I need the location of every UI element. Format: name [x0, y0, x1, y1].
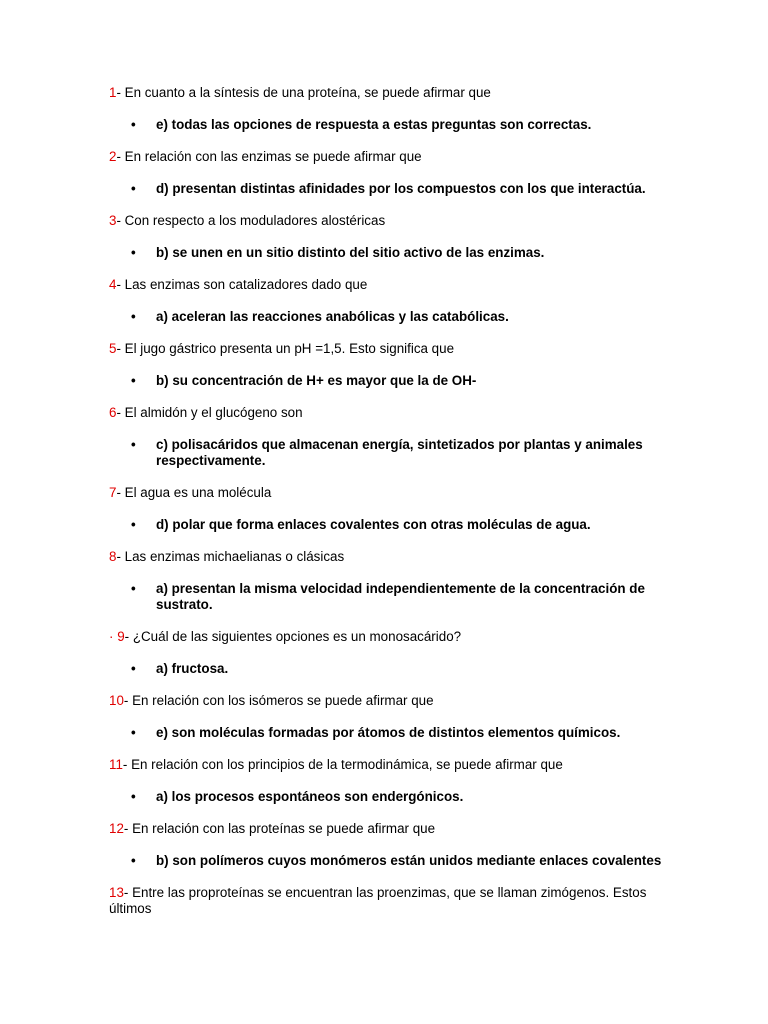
question-number: 7 [109, 485, 117, 500]
question-number: 10 [109, 693, 124, 708]
question-8 [109, 549, 669, 565]
answer-text: a) fructosa. [156, 661, 229, 676]
question-number: 2 [109, 149, 117, 164]
question-number: 5 [109, 341, 117, 356]
bullet-icon: • [131, 853, 136, 868]
question-13 [109, 885, 669, 917]
answer-text: b) son polímeros cuyos monómeros están unidos mediante enlaces covalentes [156, 853, 662, 868]
answer-5 [109, 373, 669, 389]
question-block-2 [109, 149, 669, 197]
question-text: - El almidón y el glucógeno son [116, 405, 303, 420]
bullet-icon: • [131, 117, 136, 132]
answer-1 [109, 117, 669, 133]
question-block-10 [109, 693, 669, 741]
question-block-11 [109, 757, 669, 805]
question-block-7 [109, 485, 669, 533]
question-prefix: · [109, 629, 118, 644]
question-7 [109, 485, 669, 501]
answer-7 [109, 517, 669, 533]
question-5 [109, 341, 669, 357]
question-text: - En relación con las enzimas se puede afirmar que [116, 149, 422, 164]
question-text: - En relación con los isómeros se puede afirmar que [123, 693, 434, 708]
question-text: - En cuanto a la síntesis de una proteína, se puede afirmar que [116, 85, 491, 100]
bullet-icon: • [131, 725, 136, 740]
answer-text: b) su concentración de H+ es mayor que la de OH- [156, 373, 477, 388]
question-1 [109, 85, 669, 101]
answer-text: d) presentan distintas afinidades por los compuestos con los que interactúa. [156, 181, 646, 196]
question-text: - En relación con las proteínas se puede afirmar que [123, 821, 436, 836]
answer-10 [109, 725, 669, 741]
answer-text: d) polar que forma enlaces covalentes con otras moléculas de agua. [156, 517, 591, 532]
question-number: 6 [109, 405, 117, 420]
bullet-icon: • [131, 517, 136, 532]
question-11 [109, 757, 669, 773]
question-12 [109, 821, 669, 837]
answer-text: b) se unen en un sitio distinto del sitio activo de las enzimas. [156, 245, 545, 260]
question-number: 1 [109, 85, 117, 100]
question-text: - Entre las proproteínas se encuentran las proenzimas, que se llaman zimógenos. Estos últimos [109, 885, 647, 916]
question-number: 9 [117, 629, 125, 644]
question-number: 11 [109, 757, 123, 772]
question-number: 13 [109, 885, 124, 900]
question-number: 3 [109, 213, 117, 228]
question-block-1 [109, 85, 669, 133]
question-number: 4 [109, 277, 117, 292]
question-block-4 [109, 277, 669, 325]
question-text: - El jugo gástrico presenta un pH =1,5. Esto significa que [116, 341, 455, 356]
question-number: 8 [109, 549, 117, 564]
question-block-12 [109, 821, 669, 869]
question-3 [109, 213, 669, 229]
question-block-13 [109, 885, 669, 917]
bullet-icon: • [131, 789, 136, 804]
question-block-8 [109, 549, 669, 613]
bullet-icon: • [131, 245, 136, 260]
answer-2 [109, 181, 669, 197]
answer-9 [109, 661, 669, 677]
answer-text: a) aceleran las reacciones anabólicas y las catabólicas. [156, 309, 509, 324]
answer-text: a) presentan la misma velocidad independientemente de la concentración de sustrato. [156, 581, 645, 612]
question-2 [109, 149, 669, 165]
answer-12 [109, 853, 669, 869]
bullet-icon: • [131, 661, 136, 676]
answer-text: a) los procesos espontáneos son endergónicos. [156, 789, 464, 804]
bullet-icon: • [131, 437, 136, 452]
answer-3 [109, 245, 669, 261]
answer-4 [109, 309, 669, 325]
question-text: - En relación con los principios de la termodinámica, se puede afirmar que [122, 757, 563, 772]
bullet-icon: • [131, 181, 136, 196]
answer-11 [109, 789, 669, 805]
answer-6 [109, 437, 669, 469]
question-text: - Las enzimas michaelianas o clásicas [116, 549, 345, 564]
question-text: - Las enzimas son catalizadores dado que [116, 277, 368, 292]
answer-8 [109, 581, 669, 613]
question-text: - ¿Cuál de las siguientes opciones es un monosacárido? [124, 629, 462, 644]
answer-text: e) son moléculas formadas por átomos de distintos elementos químicos. [156, 725, 621, 740]
question-text: - Con respecto a los moduladores alostéricas [116, 213, 386, 228]
question-4 [109, 277, 669, 293]
bullet-icon: • [131, 581, 136, 596]
question-block-9 [109, 629, 669, 677]
question-block-3 [109, 213, 669, 261]
bullet-icon: • [131, 373, 136, 388]
question-list [109, 85, 669, 917]
question-block-6 [109, 405, 669, 469]
question-10 [109, 693, 669, 709]
question-number: 12 [109, 821, 124, 836]
bullet-icon: • [131, 309, 136, 324]
question-6 [109, 405, 669, 421]
answer-text: c) polisacáridos que almacenan energía, sintetizados por plantas y animales respectivamente. [156, 437, 643, 468]
answer-text: e) todas las opciones de respuesta a estas preguntas son correctas. [156, 117, 592, 132]
question-text: - El agua es una molécula [116, 485, 272, 500]
question-9 [109, 629, 669, 645]
question-block-5 [109, 341, 669, 389]
